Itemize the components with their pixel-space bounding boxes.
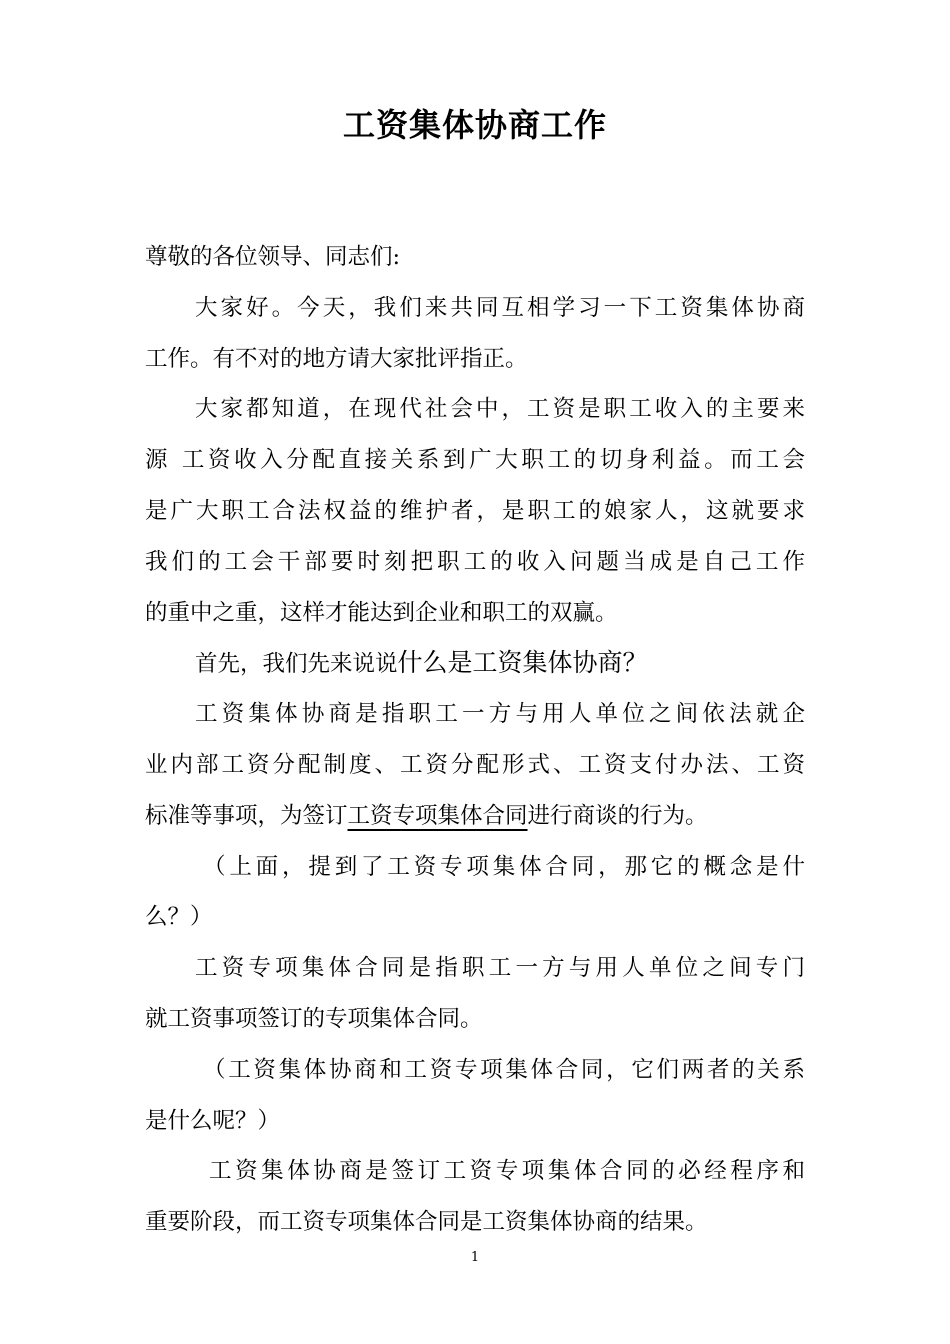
paragraph-line: 就工资事项签订的专项集体合同。 <box>145 1005 483 1032</box>
paragraph-line: 源 工资收入分配直接关系到广大职工的切身利益。而工会 <box>145 447 805 474</box>
paragraph-line: （上面，提到了工资专项集体合同，那它的概念是什 <box>203 853 805 880</box>
document-body <box>145 232 805 1248</box>
question-intro: 首先，我们先来说说 <box>195 651 398 678</box>
document-title: 工资集体协商工作 <box>342 106 607 144</box>
paragraph-line: 是广大职工合法权益的维护者，是职工的娘家人，这就要求 <box>145 497 805 524</box>
salutation-line: 尊敬的各位领导、同志们: <box>145 244 401 270</box>
paragraph-line: 的重中之重，这样才能达到企业和职工的双赢。 <box>145 599 618 626</box>
paragraph-line: 大家好。今天，我们来共同互相学习一下工资集体协商 <box>195 294 805 321</box>
text-segment: 标准等事项，为签订 <box>145 802 348 829</box>
paragraph-line: （工资集体协商和工资专项集体合同，它们两者的关系 <box>203 1056 805 1083</box>
paragraph-line: 工作。有不对的地方请大家批评指正。 <box>145 345 528 372</box>
question-line <box>145 638 805 689</box>
paragraph-line: 工资集体协商是指职工一方与用人单位之间依法就企 <box>195 701 805 728</box>
text-segment: 进行商谈的行为。 <box>527 802 708 829</box>
underlined-term: 工资专项集体合同 <box>347 802 528 829</box>
paragraph-line: 重要阶段，而工资专项集体合同是工资集体协商的结果。 <box>145 1209 708 1236</box>
paragraph-line: 么？） <box>145 904 213 931</box>
question-heading: 什么是工资集体协商？ <box>397 648 648 678</box>
paragraph-line: 工资集体协商是签订工资专项集体合同的必经程序和 <box>209 1158 805 1185</box>
paragraph-line: 我们的工会干部要时刻把职工的收入问题当成是自己工作 <box>145 548 805 575</box>
paragraph-line: 业内部工资分配制度、工资分配形式、工资支付办法、工资 <box>145 751 805 778</box>
paragraph-line: 是什么呢？） <box>145 1107 281 1134</box>
page-number: 1 <box>470 1250 480 1265</box>
paragraph-line: 大家都知道，在现代社会中，工资是职工收入的主要来 <box>195 396 805 423</box>
paragraph-line <box>145 791 805 842</box>
paragraph-line: 工资专项集体合同是指职工一方与用人单位之间专门 <box>195 955 805 982</box>
